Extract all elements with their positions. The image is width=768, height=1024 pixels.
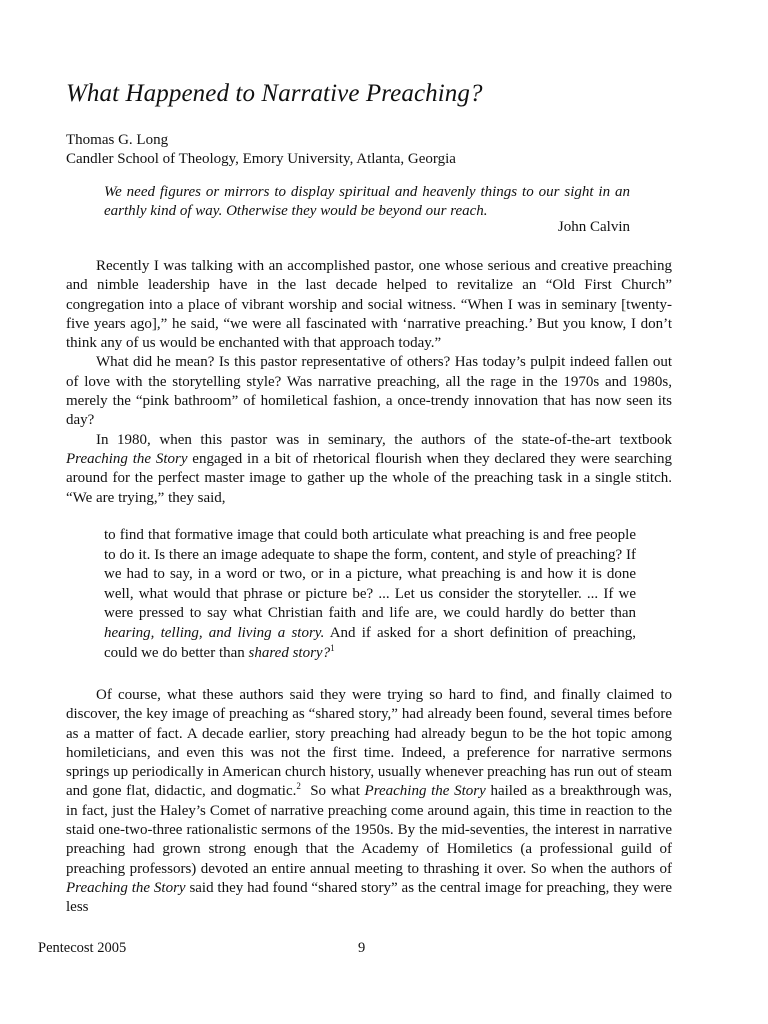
author-affiliation: Candler School of Theology, Emory University, Atlanta, Georgia bbox=[66, 151, 456, 167]
book-title: Preaching the Story bbox=[66, 879, 186, 896]
footnote-marker-2: 2 bbox=[296, 781, 301, 792]
author-name: Thomas G. Long bbox=[66, 132, 169, 148]
block-quote-text-a: to find that formative image that could both articulate what preaching is and free people to do it. Is there an image adequate to shape the form, content, and style of preaching? If we had to say, in a word or two, or in a picture, what preaching is and how it is done well, what would that phrase or picture be? ... Let us consider the storyteller. ... If we were pressed to say what Christian faith and life are, we could hardly do better than bbox=[104, 527, 636, 622]
paragraph-4-text-c: hailed as a breakthrough was, in fact, just the Haley’s Comet of narrative preaching come around again, this time in reaction to the staid one-two-three rationalistic sermons of the 1950s. By the mid-seventies, the interest in narrative preaching had grown strong enough that the Academy of Homiletics (a professional guild of preaching professors) devoted an entire annual meeting to thrashing it over. So when the authors of bbox=[66, 783, 673, 877]
footnote-marker-1: 1 bbox=[330, 642, 335, 653]
paragraph-2: What did he mean? Is this pastor representative of others? Has today’s pulpit indeed fallen out of love with the storytelling style? Was narrative preaching, all the rage in the 1970s and 1980s, merely the “pink bathroom” of homiletical fashion, a once-trendy innovation that has now seen its day? bbox=[66, 354, 672, 429]
book-title: Preaching the Story bbox=[364, 783, 486, 800]
block-quote-emphasis-1: hearing, telling, and living a story. bbox=[104, 624, 325, 641]
paragraph-4 bbox=[66, 686, 672, 918]
paragraph-3-text-b: engaged in a bit of rhetorical flourish when they declared they were searching around for the perfect master image to gather up the whole of the preaching task in a single stitch. “We are trying,” they said, bbox=[66, 450, 673, 506]
page-number: 9 bbox=[358, 940, 366, 956]
footer-issue: Pentecost 2005 bbox=[38, 940, 127, 956]
epigraph-quote: We need figures or mirrors to display spiritual and heavenly things to our sight in an earthly kind of way. Otherwise they would be beyond our reach. bbox=[104, 184, 630, 219]
paragraph-1: Recently I was talking with an accomplished pastor, one whose serious and creative preaching and nimble leadership have in the last decade helped to revitalize an “Old First Church” congregation into a place of vibrant worship and social witness. “When I was in seminary [twenty-five years ago],” he said, “we were all fascinated with ‘narrative preaching.’ But you know, I don’t think any of us would be enchanted with that approach today.” bbox=[66, 258, 672, 352]
paragraph-3 bbox=[66, 431, 672, 508]
block-quote bbox=[104, 526, 636, 663]
paragraph-4-text-a: Of course, what these authors said they were trying so hard to find, and finally claimed to discover, the key image of preaching as “shared story,” had already been found, several times before as a matter of fact. A decade earlier, story preaching had already begun to be the hot topic among homileticians, and even this was not the first time. Indeed, a preference for narrative sermons springs up periodically in American church history, usually whenever preaching has run out of steam and gone flat, didactic, and dogmatic. bbox=[66, 687, 672, 800]
epigraph-attribution: John Calvin bbox=[557, 219, 630, 235]
book-title: Preaching the Story bbox=[66, 450, 188, 467]
block-quote-emphasis-2: shared story? bbox=[248, 644, 331, 661]
paragraph-4-text-b: So what bbox=[310, 783, 360, 800]
block-quote-text-b: And if asked for a short definition of preaching, could we do better than bbox=[104, 624, 636, 661]
article-title: What Happened to Narrative Preaching? bbox=[66, 80, 483, 107]
paragraph-4-text-d: said they had found “shared story” as the central image for preaching, they were less bbox=[66, 879, 673, 916]
author-block bbox=[66, 131, 456, 169]
article-body-bottom bbox=[66, 686, 672, 918]
article-body-top bbox=[66, 257, 672, 508]
paragraph-3-text-a: In 1980, when this pastor was in seminary, the authors of the state-of-the-art textbook bbox=[96, 431, 672, 448]
